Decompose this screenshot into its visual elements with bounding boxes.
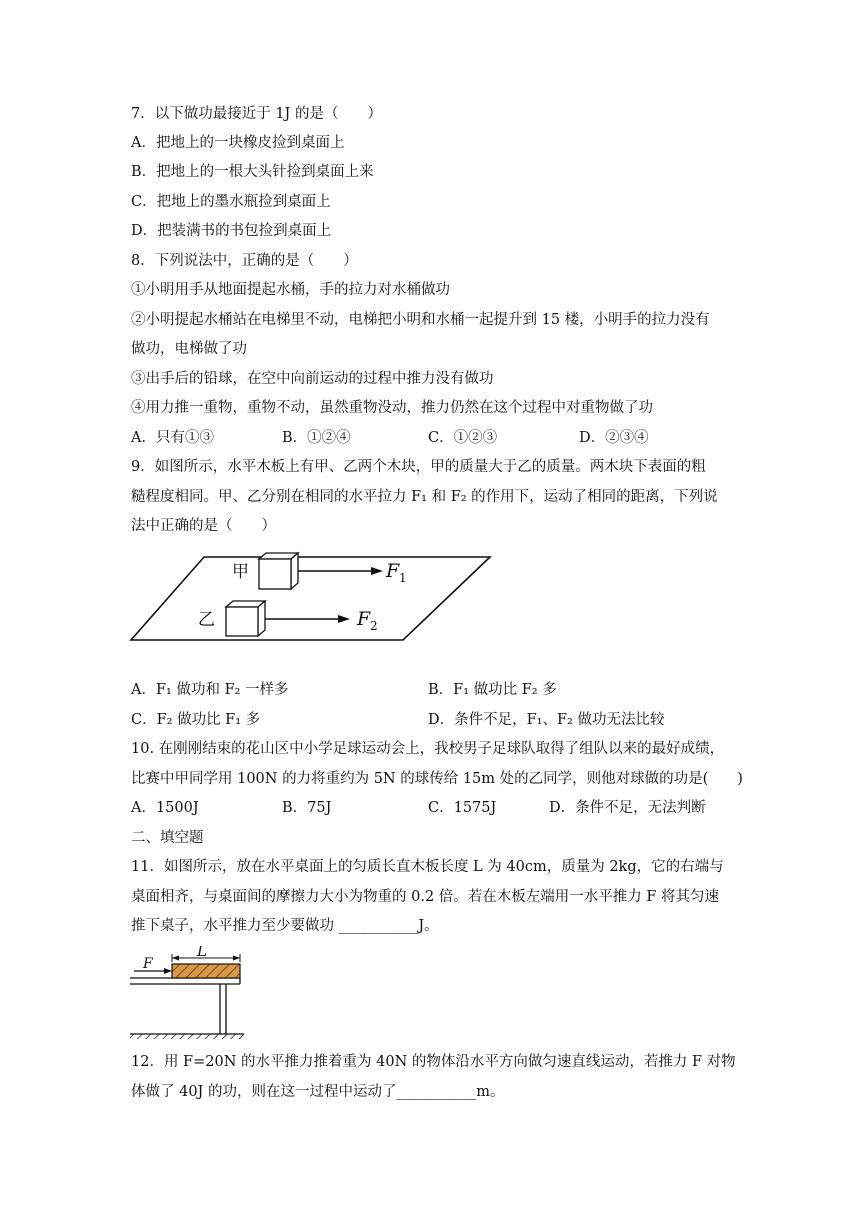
q8-statement-1: ①小明用手从地面提起水桶，手的拉力对水桶做功 — [131, 282, 450, 298]
arrow-F-head — [164, 968, 172, 974]
q8-stem: 8．下列说法中，正确的是（ ） — [131, 253, 358, 269]
q8-statement-4: ④用力推一重物，重物不动，虽然重物没动，推力仍然在这个过程中对重物做了功 — [131, 400, 653, 416]
q12-stem-line1: 12．用 F=20N 的水平推力推着重为 40N 的物体沿水平方向做匀速直线运动，若推力 F 对物 — [131, 1054, 736, 1070]
q11-stem-line2: 桌面相齐，与桌面间的摩擦力大小为物重的 0.2 倍。若在木板左端用一水平推力 F 将其匀速 — [131, 889, 720, 905]
wooden-board — [172, 964, 240, 978]
ground-hatch — [130, 1034, 244, 1039]
label-f2-sub: 2 — [370, 619, 378, 633]
q10-stem-line1: 10. 在刚刚结束的花山区中小学足球运动会上，我校男子足球队取得了组队以来的最好成绩， — [131, 741, 725, 757]
q7-option-a: A．把地上的一块橡皮捡到桌面上 — [131, 135, 345, 151]
label-jia: 甲 — [232, 562, 249, 582]
q8-option-b: B．①②④ — [282, 430, 351, 446]
q10-option-a: A．1500J — [131, 800, 199, 816]
block-yi — [226, 601, 265, 636]
q7-option-c: C．把地上的墨水瓶捡到桌面上 — [131, 194, 331, 210]
q9-stem-line3: 法中正确的是（ ） — [131, 518, 276, 534]
q11-stem-line3: 推下桌子，水平推力至少要做功 ___________J。 — [131, 918, 439, 934]
label-F: F — [143, 956, 153, 972]
q12-stem-line2: 体做了 40J 的功，则在这一过程中运动了___________m。 — [131, 1084, 505, 1100]
q9-option-a: A．F₁ 做功和 F₂ 一样多 — [131, 682, 289, 698]
q8-option-c: C．①②③ — [428, 430, 498, 446]
q8-option-d: D．②③④ — [579, 430, 649, 446]
board-surface — [131, 557, 490, 640]
label-yi: 乙 — [198, 610, 215, 630]
q9-option-c: C．F₂ 做功比 F₁ 多 — [131, 712, 261, 728]
arrow-f1-head — [371, 567, 383, 575]
label-f1-sub: 1 — [399, 571, 407, 585]
arrow-f2-head — [338, 615, 350, 623]
q7-stem: 7．以下做功最接近于 1J 的是（ ） — [131, 106, 382, 122]
block-jia — [259, 553, 298, 589]
q11-stem-line1: 11．如图所示，放在水平桌面上的匀质长直木板长度 L 为 40cm，质量为 2kg，它的右端与 — [131, 859, 724, 875]
q9-option-b: B．F₁ 做功比 F₂ 多 — [428, 682, 557, 698]
label-f1: F — [386, 560, 400, 582]
q8-statement-2b: 做功，电梯做了功 — [131, 341, 247, 357]
section-heading-fill-in: 二、填空题 — [131, 830, 204, 846]
q9-figure-board — [128, 545, 492, 645]
q9-stem-line2: 糙程度相同。甲、乙分别在相同的水平拉力 F₁ 和 F₂ 的作用下，运动了相同的距离，下列说 — [131, 489, 718, 505]
q8-option-a: A．只有①③ — [131, 430, 214, 446]
q7-option-b: B．把地上的一根大头针捡到桌面上来 — [131, 164, 374, 180]
q11-figure-table — [128, 946, 246, 1042]
q10-option-d: D．条件不足，无法判断 — [549, 800, 706, 816]
q10-option-c: C．1575J — [428, 800, 497, 816]
q9-option-d: D．条件不足，F₁、F₂ 做功无法比较 — [428, 712, 665, 728]
q8-statement-3: ③出手后的铅球，在空中向前运动的过程中推力没有做功 — [131, 371, 494, 387]
label-f2: F — [357, 608, 371, 630]
q10-option-b: B．75J — [282, 800, 332, 816]
q10-stem-line2: 比赛中甲同学用 100N 的力将重约为 5N 的球传给 15m 处的乙同学，则他对球做的功是( ) — [131, 771, 743, 787]
q7-option-d: D．把装满书的书包捡到桌面上 — [131, 223, 332, 239]
label-L: L — [197, 946, 207, 960]
q9-stem-line1: 9．如图所示，水平木板上有甲、乙两个木块，甲的质量大于乙的质量。两木块下表面的粗 — [131, 459, 706, 475]
q8-statement-2a: ②小明提起水桶站在电梯里不动，电梯把小明和水桶一起提升到 15 楼，小明手的拉力没有 — [131, 312, 710, 328]
